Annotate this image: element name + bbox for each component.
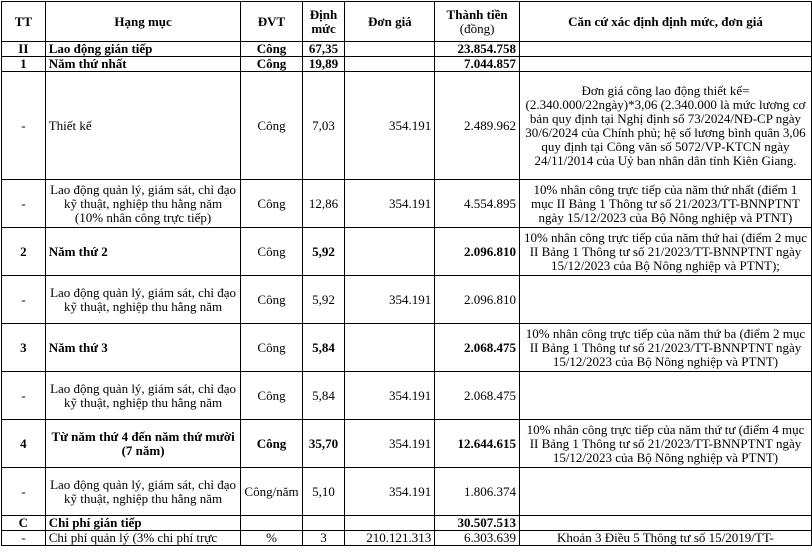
row-tt: - (2, 276, 46, 324)
row-amount: 6.303.639 (435, 531, 520, 546)
table-row (2, 420, 812, 468)
table-row (2, 72, 812, 180)
row-basis (519, 468, 811, 516)
row-amount: 2.489.962 (435, 72, 520, 180)
row-unit: Công (241, 372, 302, 420)
row-norm: 12,86 (302, 180, 345, 228)
row-norm: 5,92 (302, 276, 345, 324)
row-unit: Công (241, 72, 302, 180)
row-item: Thiết kế (45, 72, 241, 180)
row-item: Năm thứ nhất (45, 57, 241, 72)
row-basis: 10% nhân công trực tiếp của năm thứ nhất (điểm 1 mục II Bảng 1 Thông tư số 21/2023/TT-BNNPTNT ngày 15/12/2023 của Bộ Nông nghiệp và PTNT) (519, 180, 811, 228)
header-unit: ĐVT (241, 2, 302, 42)
row-basis (519, 372, 811, 420)
table-row (2, 531, 812, 546)
header-amount-label: Thành tiền (446, 6, 508, 22)
row-tt: 1 (2, 57, 46, 72)
table-row (2, 468, 812, 516)
row-price: 354.191 (345, 420, 435, 468)
row-tt: 2 (2, 228, 46, 276)
row-tt: C (2, 516, 46, 531)
row-unit: Công (241, 180, 302, 228)
header-basis: Căn cứ xác định định mức, đơn giá (519, 2, 811, 42)
row-basis (519, 276, 811, 324)
table-row (2, 42, 812, 57)
header-norm: Định mức (302, 2, 345, 42)
row-tt: II (2, 42, 46, 57)
row-price: 210.121.313 (345, 531, 435, 546)
row-unit (241, 516, 302, 531)
table-row (2, 276, 812, 324)
row-norm (302, 516, 345, 531)
table-row (2, 57, 812, 72)
row-norm: 67,35 (302, 42, 345, 57)
table-row (2, 516, 812, 531)
row-item: Lao động quản lý, giám sát, chỉ đạo kỹ thuật, nghiệp thu hằng năm (10% nhân công trực tiếp) (45, 180, 241, 228)
row-norm: 19,89 (302, 57, 345, 72)
row-item: Lao động quản lý, giám sát, chỉ đạo kỹ thuật, nghiệp thu hằng năm (45, 468, 241, 516)
row-tt: - (2, 468, 46, 516)
row-unit: Công (241, 228, 302, 276)
row-norm: 5,84 (302, 372, 345, 420)
header-unit-price: Đơn giá (345, 2, 435, 42)
row-unit: Công (241, 324, 302, 372)
row-norm: 35,70 (302, 420, 345, 468)
row-unit: Công (241, 42, 302, 57)
row-price: 354.191 (345, 276, 435, 324)
header-amount (435, 2, 520, 42)
row-basis: 10% nhân công trực tiếp của năm thứ hai (điểm 2 mục II Bảng 1 Thông tư số 21/2023/TT-BNNPTNT ngày 15/12/2023 của Bộ Nông nghiệp và PTNT); (519, 228, 811, 276)
row-norm: 5,10 (302, 468, 345, 516)
row-amount: 2.068.475 (435, 372, 520, 420)
row-item: Chi phí gián tiếp (45, 516, 241, 531)
row-unit: % (241, 531, 302, 546)
row-price (345, 516, 435, 531)
row-basis (519, 516, 811, 531)
header-amount-unit: (đồng) (459, 20, 495, 36)
row-price: 354.191 (345, 468, 435, 516)
row-amount: 12.644.615 (435, 420, 520, 468)
row-unit: Công/năm (241, 468, 302, 516)
cost-table (1, 1, 812, 546)
header-row (2, 2, 812, 42)
row-basis (519, 57, 811, 72)
row-unit: Công (241, 57, 302, 72)
row-price (345, 324, 435, 372)
row-basis: 10% nhân công trực tiếp của năm thứ tư (điểm 4 mục II Bảng 1 Thông tư số 21/2023/TT-BNNPTNT ngày 15/12/2023 của Bộ Nông nghiệp và PTNT) (519, 420, 811, 468)
row-price (345, 42, 435, 57)
row-norm: 3 (302, 531, 345, 546)
row-amount: 23.854.758 (435, 42, 520, 57)
row-item: Từ năm thứ 4 đến năm thứ mười (7 năm) (45, 420, 241, 468)
row-amount: 1.806.374 (435, 468, 520, 516)
row-amount: 4.554.895 (435, 180, 520, 228)
row-tt: - (2, 531, 46, 546)
row-tt: 4 (2, 420, 46, 468)
row-item: Lao động gián tiếp (45, 42, 241, 57)
row-unit: Công (241, 420, 302, 468)
row-price: 354.191 (345, 372, 435, 420)
row-tt: - (2, 72, 46, 180)
row-item: Lao động quản lý, giám sát, chỉ đạo kỹ thuật, nghiệp thu hằng năm (45, 372, 241, 420)
row-tt: - (2, 372, 46, 420)
row-price: 354.191 (345, 72, 435, 180)
row-item: Năm thứ 3 (45, 324, 241, 372)
row-basis: Khoản 3 Điều 5 Thông tư số 15/2019/TT- (519, 531, 811, 546)
row-price (345, 228, 435, 276)
row-norm: 5,84 (302, 324, 345, 372)
row-norm: 5,92 (302, 228, 345, 276)
row-amount: 2.096.810 (435, 276, 520, 324)
row-price: 354.191 (345, 180, 435, 228)
row-norm: 7,03 (302, 72, 345, 180)
row-price (345, 57, 435, 72)
header-tt: TT (2, 2, 46, 42)
row-tt: 3 (2, 324, 46, 372)
row-basis (519, 42, 811, 57)
table-row (2, 180, 812, 228)
header-item: Hạng mục (45, 2, 241, 42)
row-amount: 2.096.810 (435, 228, 520, 276)
row-item: Chi phí quản lý (3% chi phí trực (45, 531, 241, 546)
table-row (2, 228, 812, 276)
table-row (2, 372, 812, 420)
row-item: Lao động quản lý, giám sát, chỉ đạo kỹ thuật, nghiệp thu hằng năm (45, 276, 241, 324)
row-amount: 2.068.475 (435, 324, 520, 372)
row-basis: Đơn giá công lao động thiết kế=(2.340.000/22ngày)*3,06 (2.340.000 là mức lương cơ bản quy định tại Nghị định số 73/2024/NĐ-CP ngày 30/6/2024 của Chính phủ; hệ số lương bình quân 3,06 quy định tại Công văn số 5072/VP-KTCN ngày 24/11/2014 của Uỷ ban nhân dân tỉnh Kiên Giang. (519, 72, 811, 180)
row-basis: 10% nhân công trực tiếp của năm thứ ba (điểm 2 mục II Bảng 1 Thông tư số 21/2023/TT-BNNPTNT ngày 15/12/2023 của Bộ Nông nghiệp và PTNT) (519, 324, 811, 372)
table-row (2, 324, 812, 372)
row-unit: Công (241, 276, 302, 324)
row-amount: 30.507.513 (435, 516, 520, 531)
row-amount: 7.044.857 (435, 57, 520, 72)
row-item: Năm thứ 2 (45, 228, 241, 276)
row-tt: - (2, 180, 46, 228)
